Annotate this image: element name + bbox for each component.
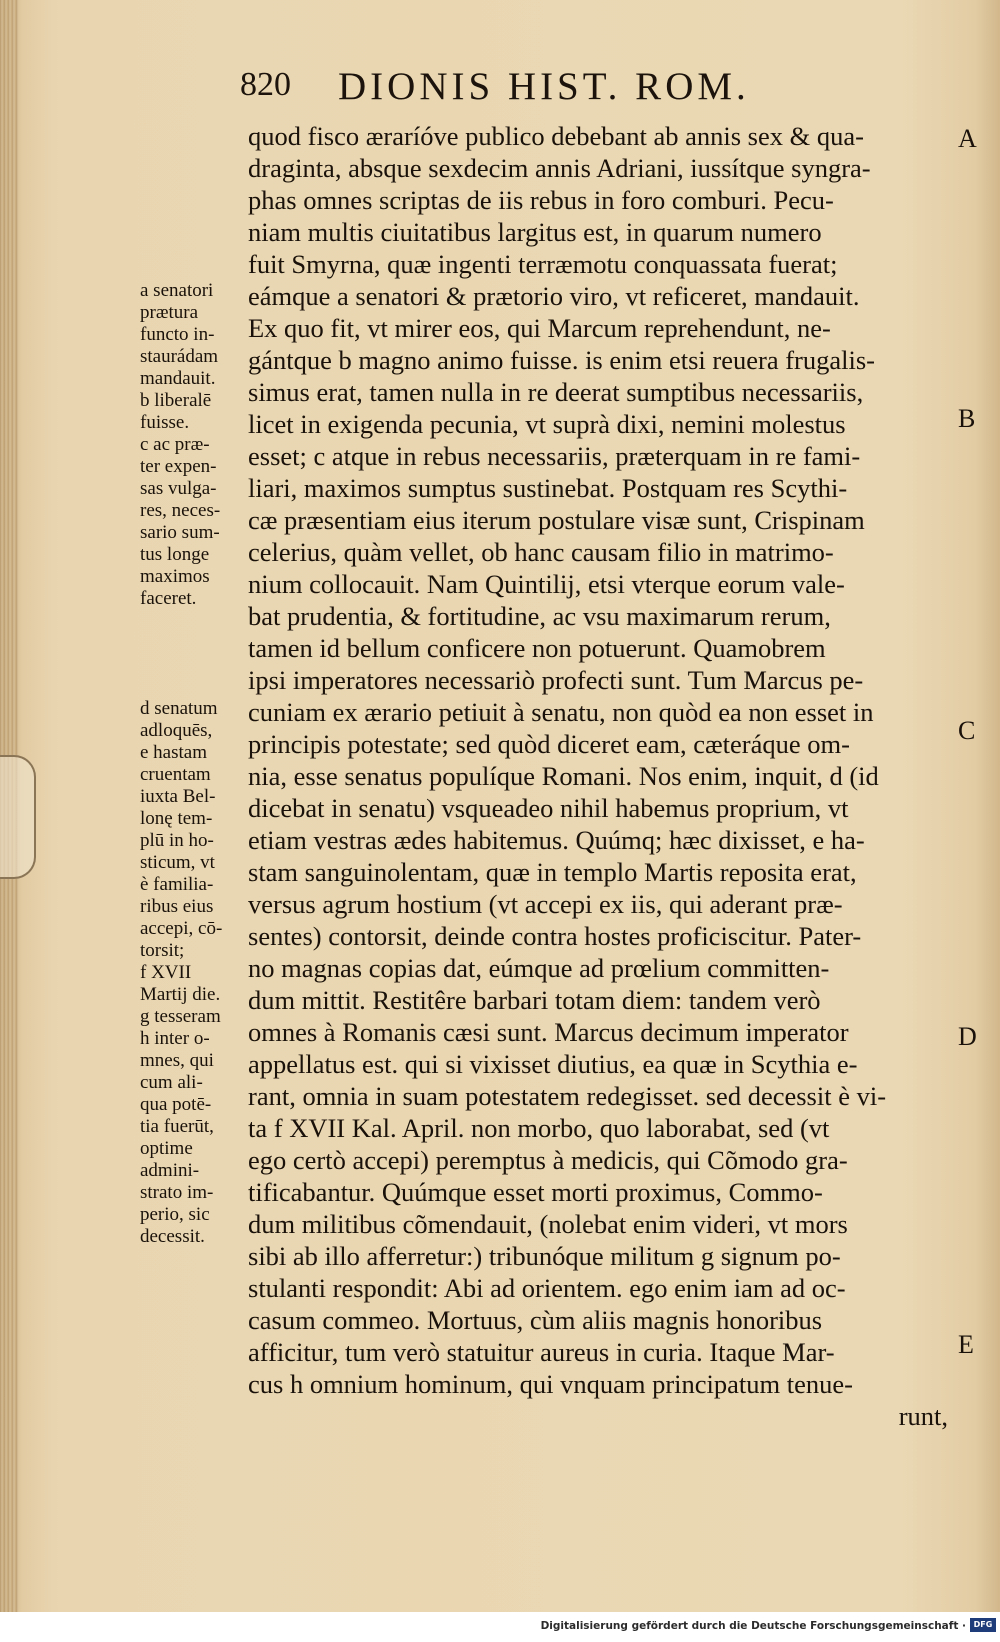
text-line: cæ præsentiam eius iterum postulare visæ sunt, Crispinam [248,505,865,535]
margin-note-line: h inter o- [140,1028,210,1049]
margin-note-line: maximos [140,566,210,587]
page-header [240,64,840,114]
text-line: sentes) contorsit, deinde contra hostes proficiscitur. Pater- [248,921,862,951]
margin-note-line: functo in- [140,324,215,345]
margin-note-line [140,654,250,676]
margin-note-line: è familia- [140,874,214,895]
text-line: ego certò accepi) peremptus à medicis, qui Cõmodo gra- [248,1145,848,1175]
margin-note-line: e hastam [140,742,208,763]
text-line: quod fisco æraríóve publico debebant ab annis sex & qua- [248,121,864,151]
text-line: rant, omnia in suam potestatem redegisset. sed decessit è vi- [248,1081,887,1111]
section-letter-e: E [958,1330,974,1359]
section-letter-a: A [958,124,977,153]
text-line: no magnas copias dat, eúmque ad prœlium committen- [248,953,830,983]
text-line: tificabantur. Quúmque esset morti proximus, Commo- [248,1177,823,1207]
running-head: DIONIS HIST. ROM. [338,65,750,108]
text-line: omnes à Romanis cæsi sunt. Marcus decimum imperator [248,1017,849,1047]
footer-credit: Digitalisierung gefördert durch die Deutsche Forschungsgemeinschaft · [540,1620,966,1632]
margin-note-line: torsit; [140,940,185,961]
margin-note-line: plū in ho- [140,830,214,851]
text-line: fuit Smyrna, quæ ingenti terræmotu conquassata fuerat; [248,249,838,279]
margin-note-line: mandauit. [140,368,216,389]
text-line: simus erat, tamen nulla in re deerat sumptibus necessariis, [248,377,864,407]
margin-note-line: admini- [140,1160,200,1181]
margin-note-line: fuisse. [140,412,190,433]
margin-note-line: ter expen- [140,456,217,477]
text-line: afficitur, tum verò statuitur aureus in curia. Itaque Mar- [248,1337,835,1367]
text-line: appellatus est. qui si vixisset diutius, ea quæ in Scythia e- [248,1049,858,1079]
text-line: cus h omnium hominum, qui vnquam principatum tenue- [248,1369,853,1399]
margin-note-line: sticum, vt [140,852,215,873]
margin-note-line: d senatum [140,698,218,719]
margin-note-line: mnes, qui [140,1050,214,1071]
margin-note-line: cruentam [140,764,211,785]
margin-note-line: faceret. [140,588,197,609]
margin-note-line: Martij die. [140,984,221,1005]
margin-note-line: c ac præ- [140,434,210,455]
section-letter-b: B [958,404,976,433]
margin-note-line: perio, sic [140,1204,210,1225]
margin-note-line: iuxta Bel- [140,786,216,807]
text-line: celerius, quàm vellet, ob hanc causam filio in matrimo- [248,537,834,567]
margin-note-line: sario sum- [140,522,220,543]
margin-note-line: accepi, cō- [140,918,223,939]
margin-note-line: strato im- [140,1182,214,1203]
text-line: dum militibus cõmendauit, (nolebat enim videri, vt mors [248,1209,848,1239]
margin-note-line: g tesseram [140,1006,221,1027]
margin-note-line: cum ali- [140,1072,203,1093]
margin-note-line: tia fuerūt, [140,1116,214,1137]
margin-notes [140,280,250,1248]
text-line: gántque b magno animo fuisse. is enim etsi reuera frugalis- [248,345,875,375]
text-line: etiam vestras ædes habitemus. Quúmq; hæc dixisset, e ha- [248,825,865,855]
margin-note-line: f XVII [140,962,192,983]
dfg-logo: DFG [970,1618,996,1632]
margin-note-line: b liberalē [140,390,212,411]
margin-note-line: staurádam [140,346,219,367]
text-line: liari, maximos sumptus sustinebat. Postquam res Scythi- [248,473,848,503]
text-line: draginta, absque sexdecim annis Adriani, iussítque syngra- [248,153,871,183]
margin-note-line [140,632,250,654]
text-line: ta f XVII Kal. April. non morbo, quo laborabat, sed (vt [248,1113,830,1143]
page-number: 820 [240,66,291,103]
text-line: nium collocauit. Nam Quintilij, etsi vterque eorum vale- [248,569,845,599]
text-line: nia, esse senatus populíque Romani. Nos enim, inquit, d (id [248,761,879,791]
main-text-block [248,120,948,1432]
text-line: eámque a senatori & prætorio viro, vt reficeret, mandauit. [248,281,860,311]
margin-note-line: a senatori [140,280,214,301]
text-line: dum mittit. Restitêre barbari totam diem: tandem verò [248,985,821,1015]
margin-note-line: prætura [140,302,199,323]
page-clip [0,755,36,879]
margin-note-line: qua potē- [140,1094,212,1115]
text-line: ipsi imperatores necessariò profecti sunt. Tum Marcus pe- [248,665,864,695]
text-line: sibi ab illo afferretur:) tribunóque militum g signum po- [248,1241,841,1271]
text-line: principis potestate; sed quòd diceret eam, cæteráque om- [248,729,850,759]
text-line: niam multis ciuitatibus largitus est, in quarum numero [248,217,822,247]
text-line: phas omnes scriptas de iis rebus in foro comburi. Pecu- [248,185,834,215]
text-line: Ex quo fit, vt mirer eos, qui Marcum reprehendunt, ne- [248,313,831,343]
margin-note-line: lonę tem- [140,808,213,829]
margin-note-line: decessit. [140,1226,205,1247]
text-line: versus agrum hostium (vt accepi ex iis, qui aderant præ- [248,889,843,919]
section-letter-d: D [958,1022,977,1051]
text-line: stulanti respondit: Abi ad orientem. ego enim iam ad oc- [248,1273,846,1303]
margin-note-line: tus longe [140,544,210,565]
margin-note-line: sas vulga- [140,478,217,499]
section-letter-c: C [958,716,976,745]
margin-note-line [140,676,250,698]
footer [0,1612,1000,1642]
text-line: tamen id bellum conficere non potuerunt. Quamobrem [248,633,826,663]
margin-note-line: optime [140,1138,193,1159]
margin-note-line: adloquēs, [140,720,213,741]
text-line: licet in exigenda pecunia, vt suprà dixi, nemini molestus [248,409,846,439]
margin-note-line: ribus eius [140,896,214,917]
text-line: casum commeo. Mortuus, cùm aliis magnis honoribus [248,1305,823,1335]
margin-note-line [140,610,250,632]
text-line: stam sanguinolentam, quæ in templo Martis reposita erat, [248,857,857,887]
text-line: bat prudentia, & fortitudine, ac vsu maximarum rerum, [248,601,831,631]
text-line: cuniam ex ærario petiuit à senatu, non quòd ea non esset in [248,697,874,727]
text-line: runt, [898,1401,948,1431]
text-line: esset; c atque in rebus necessariis, præterquam in re fami- [248,441,861,471]
text-line: dicebat in senatu) vsqueadeo nihil habemus proprium, vt [248,793,849,823]
margin-note-line: res, neces- [140,500,221,521]
